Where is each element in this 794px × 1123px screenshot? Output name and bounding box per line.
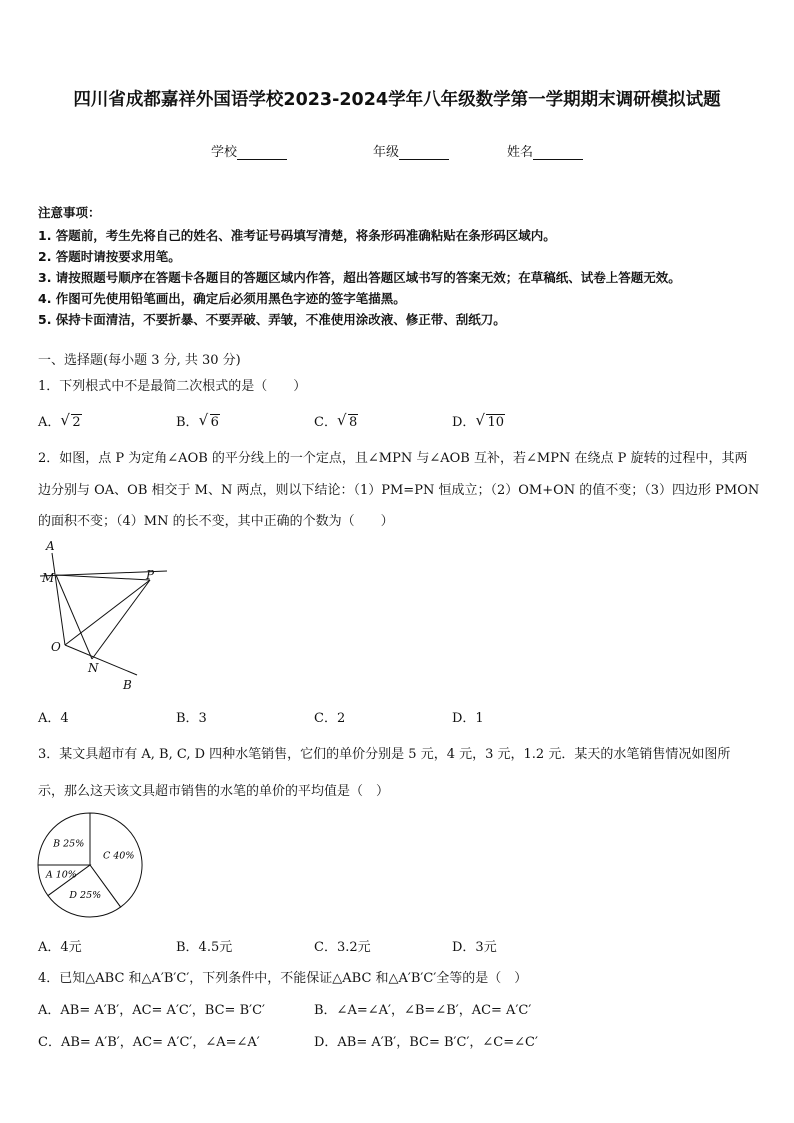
notice-item: 1. 答题前，考生先将自己的姓名、准考证号码填写清楚，将条形码准确粘贴在条形码区域内。 [38, 228, 556, 243]
q1-option-c-radicand: 8 [348, 415, 358, 430]
q3-option-b: B．4.5元 [176, 940, 233, 955]
segment-mp [56, 575, 150, 580]
q1-option-a-radicand: 2 [72, 415, 81, 430]
notice-item: 3. 请按照题号顺序在答题卡各题目的答题区域内作答，超出答题区域书写的答案无效；在草稿纸、试卷上答题无效。 [38, 270, 681, 285]
grade-field [373, 141, 449, 160]
q1-option-a: A． √ 2 [38, 411, 81, 430]
label-o: O [51, 640, 61, 654]
notice-block [38, 203, 681, 330]
q4-option-b: B．∠A=∠A′，∠B=∠B′，AC= A′C′ [314, 1003, 532, 1018]
school-blank [237, 146, 287, 160]
ray-oa [52, 553, 65, 645]
school-field [211, 141, 287, 160]
pie-label-d: D 25% [69, 889, 102, 901]
q3-line1: 3．某文具超市有 A, B, C, D 四种水笔销售，它们的单价分别是 5 元，4 元，3 元，1.2 元．某天的水笔销售情况如图所 [38, 747, 731, 762]
label-n: N [88, 661, 99, 675]
q1-stem: 1．下列根式中不是最简二次根式的是（ ） [38, 379, 307, 394]
q3-option-c: C．3.2元 [314, 940, 371, 955]
q2-option-d: D．1 [452, 711, 484, 726]
school-label: 学校 [211, 145, 238, 160]
q2-line1: 2．如图，点 P 为定角∠AOB 的平分线上的一个定点，且∠MPN 与∠AOB 互补，若∠MPN 在绕点 P 旋转的过程中，其两 [38, 451, 748, 466]
q4-option-d: D．AB= A′B′，BC= B′C′，∠C=∠C′ [314, 1035, 538, 1050]
q2-line3: 的面积不变；（4）MN 的长不变，其中正确的个数为（ ） [38, 514, 394, 529]
q4-stem: 4．已知△ABC 和△A′B′C′，下列条件中，不能保证△ABC 和△A′B′C′全等的是（ ） [38, 971, 528, 986]
label-a: A [46, 539, 55, 553]
notice-item: 5. 保持卡面清洁，不要折暴、不要弄破、弄皱，不准使用涂改液、修正带、刮纸刀。 [38, 312, 506, 327]
q1-option-b-radicand: 6 [210, 415, 219, 430]
q1-option-c: C． √ 8 [314, 411, 358, 430]
notice-item: 4. 作图可先使用铅笔画出，确定后必须用黑色字迹的签字笔描黑。 [38, 291, 406, 306]
grade-blank [399, 146, 449, 160]
notice-item: 2. 答题时请按要求用笔。 [38, 249, 181, 264]
ray-ob [65, 645, 137, 675]
pie-label-b: B 25% [53, 838, 85, 850]
label-b: B [123, 678, 132, 692]
q3-line2: 示，那么这天该文具超市销售的水笔的单价的平均值是（ ） [38, 784, 390, 799]
q4-option-a: A．AB= A′B′，AC= A′C′，BC= B′C′ [38, 1003, 265, 1018]
q2-option-b: B．3 [176, 711, 207, 726]
q2-line2: 边分别与 OA、OB 相交于 M、N 两点，则以下结论：（1）PM=PN 恒成立；（2）OM+ON 的值不变；（3）四边形 PMON [38, 483, 760, 498]
q1-option-d: D． √ 10 [452, 411, 504, 430]
q3-option-d: D．3元 [452, 940, 497, 955]
segment-po [65, 580, 150, 645]
q2-geometry-figure [30, 535, 180, 695]
notice-head: 注意事项： [38, 205, 101, 220]
label-m: M [42, 571, 55, 585]
grade-label: 年级 [373, 145, 400, 160]
q3-pie-chart [35, 810, 145, 920]
name-label: 姓名 [507, 145, 534, 160]
q2-option-c: C．2 [314, 711, 346, 726]
exam-title: 四川省成都嘉祥外国语学校2023-2024学年八年级数学第一学期期末调研模拟试题 [73, 90, 721, 110]
q1-option-d-radicand: 10 [487, 415, 504, 430]
label-p: P [146, 568, 155, 582]
q3-option-a: A．4元 [38, 940, 82, 955]
q2-option-a: A．4 [38, 711, 69, 726]
q1-option-b: B． √ 6 [176, 411, 219, 430]
section-heading: 一、选择题(每小题 3 分, 共 30 分) [38, 353, 241, 368]
name-blank [533, 146, 583, 160]
pie-label-a: A 10% [45, 869, 77, 881]
name-field [507, 141, 583, 160]
segment-pn [92, 580, 150, 659]
pie-label-c: C 40% [102, 850, 135, 862]
q4-option-c: C．AB= A′B′，AC= A′C′，∠A=∠A′ [38, 1035, 260, 1050]
